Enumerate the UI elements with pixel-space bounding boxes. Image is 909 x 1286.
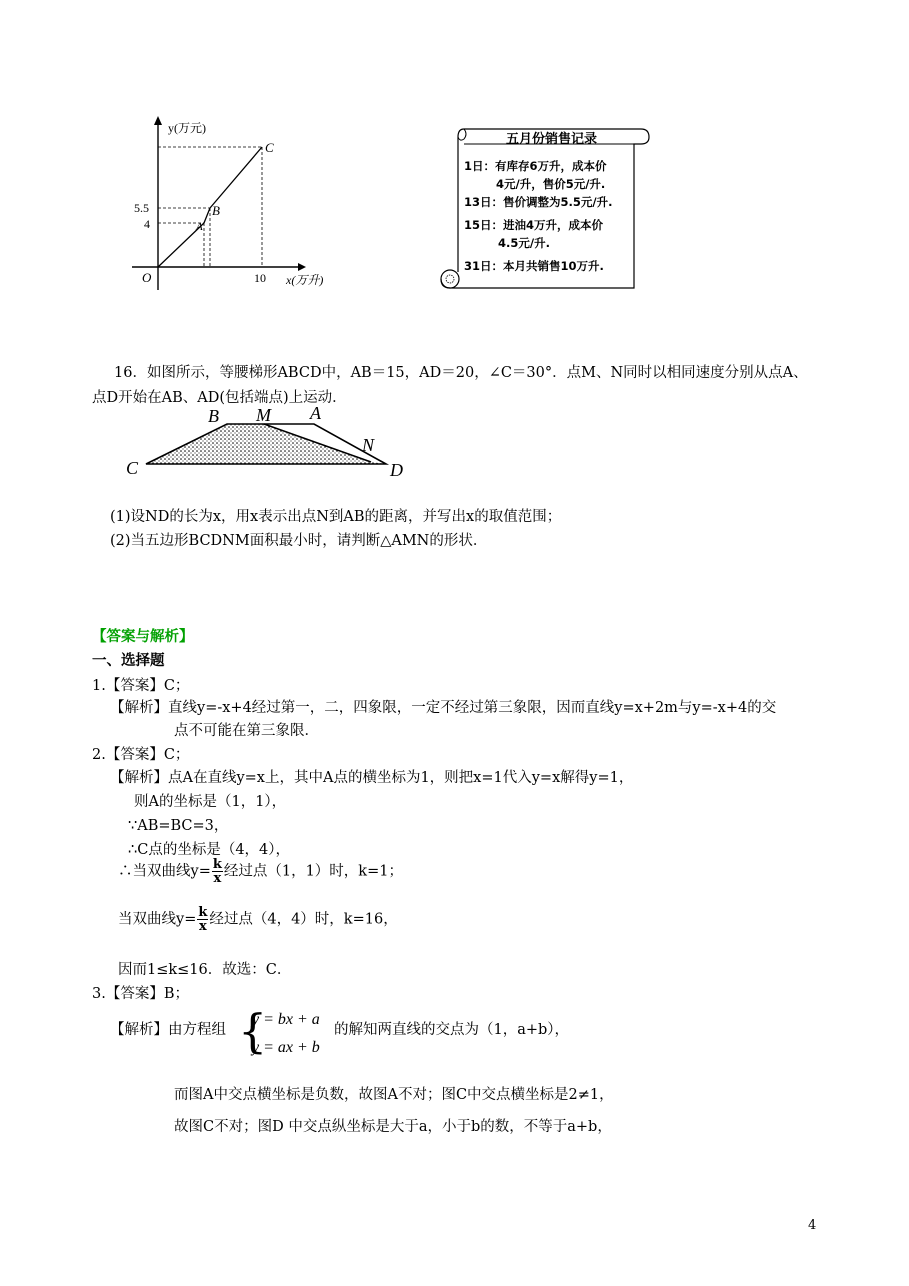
label-a: A: [310, 403, 321, 423]
line-bc: [210, 147, 262, 208]
a3-explain-3: 故图C不对；图D 中交点纵坐标是大于a，小于b的数，不等于a+b，: [174, 1119, 612, 1135]
cost-graph: [120, 112, 350, 297]
x-tick-10: 10: [254, 271, 266, 285]
a2-explain-5: [118, 858, 403, 885]
q16-line-2: 点D开始在AB、AD(包括端点)上运动．: [92, 390, 347, 406]
a3-answer: 3.【答案】B；: [92, 986, 189, 1002]
a2-explain-6-post: 经过点（4，4）时，k=16，: [209, 911, 398, 928]
equation-2: y = ax + b: [252, 1039, 320, 1056]
label-b: B: [208, 406, 219, 426]
a2-explain-5-pre: ∴当双曲线y=: [118, 863, 211, 880]
fraction-k-over-x: [212, 858, 223, 885]
a1-explain-1: 【解析】直线y=-x+4经过第一，二，四象限，一定不经过第三象限，因而直线y=x+2m与y=-x+4的交: [110, 700, 777, 716]
point-b-label: B: [212, 203, 220, 218]
scroll-title: 五月份销售记录: [506, 132, 598, 147]
section-heading: 一、选择题: [92, 653, 165, 669]
y-axis-arrow: [154, 116, 162, 125]
q16-line-1: 16．如图所示，等腰梯形ABCD中，AB＝15，AD＝20，∠C＝30°．点M、N同时以相同速度分别从点A、: [114, 365, 808, 381]
a3-explain-post: 的解知两直线的交点为（1，a+b），: [334, 1022, 570, 1038]
scroll-line-1: 1日：有库存6万升，成本价: [464, 159, 607, 173]
trapezoid-figure: [124, 402, 414, 484]
point-c-label: C: [265, 140, 274, 155]
a2-answer: 2.【答案】C；: [92, 747, 190, 763]
a2-explain-4: ∴C点的坐标是（4，4），: [128, 842, 291, 858]
scroll-line-6: 31日：本月共销售10万升.: [464, 259, 604, 273]
point-a-label: A: [196, 221, 203, 233]
q16-sub-2: (2)当五边形BCDNM面积最小时，请判断△AMN的形状．: [110, 533, 488, 549]
answers-heading: 【答案与解析】: [92, 629, 194, 645]
x-axis-label: x(万升): [286, 273, 324, 287]
a2-explain-2: 则A的坐标是（1，1），: [134, 794, 287, 810]
x-axis-arrow: [298, 263, 306, 271]
scroll-line-5: 4.5元/升.: [498, 236, 550, 250]
page-number: 4: [808, 1218, 817, 1233]
origin-label: O: [142, 270, 152, 285]
a2-explain-6: [118, 906, 398, 933]
a2-explain-3: ∵AB=BC=3，: [128, 818, 229, 834]
a3-explain-2: 而图A中交点横坐标是负数，故图A不对；图C中交点横坐标是2≠1，: [174, 1087, 614, 1103]
fraction-numerator-2: k: [198, 905, 208, 920]
scroll-line-2: 4元/升，售价5元/升.: [496, 177, 606, 191]
a2-explain-1: 【解析】点A在直线y=x上，其中A点的横坐标为1，则把x=1代入y=x解得y=1，: [110, 770, 634, 786]
sales-record-scroll: [436, 122, 651, 294]
label-c: C: [126, 458, 139, 478]
line-ab: [204, 208, 210, 223]
equation-brace: {: [238, 1004, 268, 1058]
label-n: N: [362, 435, 375, 455]
a3-explain-pre: 【解析】由方程组: [110, 1022, 226, 1038]
a2-explain-5-post: 经过点（1，1）时，k=1；: [223, 863, 403, 880]
fraction-denominator: x: [213, 871, 222, 886]
a2-explain-6-pre: 当双曲线y=: [118, 911, 197, 928]
fraction-k-over-x-2: [197, 906, 208, 933]
scroll-line-3: 13日：售价调整为5.5元/升.: [464, 195, 613, 209]
a1-answer: 1.【答案】C；: [92, 678, 190, 694]
a1-explain-2: 点不可能在第三象限．: [174, 723, 319, 739]
y-tick-5-5: 5.5: [134, 201, 149, 215]
equation-1: y = bx + a: [252, 1011, 320, 1028]
fraction-denominator-2: x: [198, 919, 207, 934]
label-m: M: [256, 405, 271, 425]
q16-sub-1: (1)设ND的长为x，用x表示出点N到AB的距离，并写出x的取值范围；: [110, 509, 562, 525]
fraction-numerator: k: [212, 857, 222, 872]
label-d: D: [390, 460, 403, 480]
scroll-line-4: 15日：进油4万升，成本价: [464, 218, 604, 232]
a2-explain-7: 因而1≤k≤16．故选：C．: [118, 962, 292, 978]
y-axis-label: y(万元): [168, 121, 206, 135]
y-tick-4: 4: [144, 217, 150, 231]
